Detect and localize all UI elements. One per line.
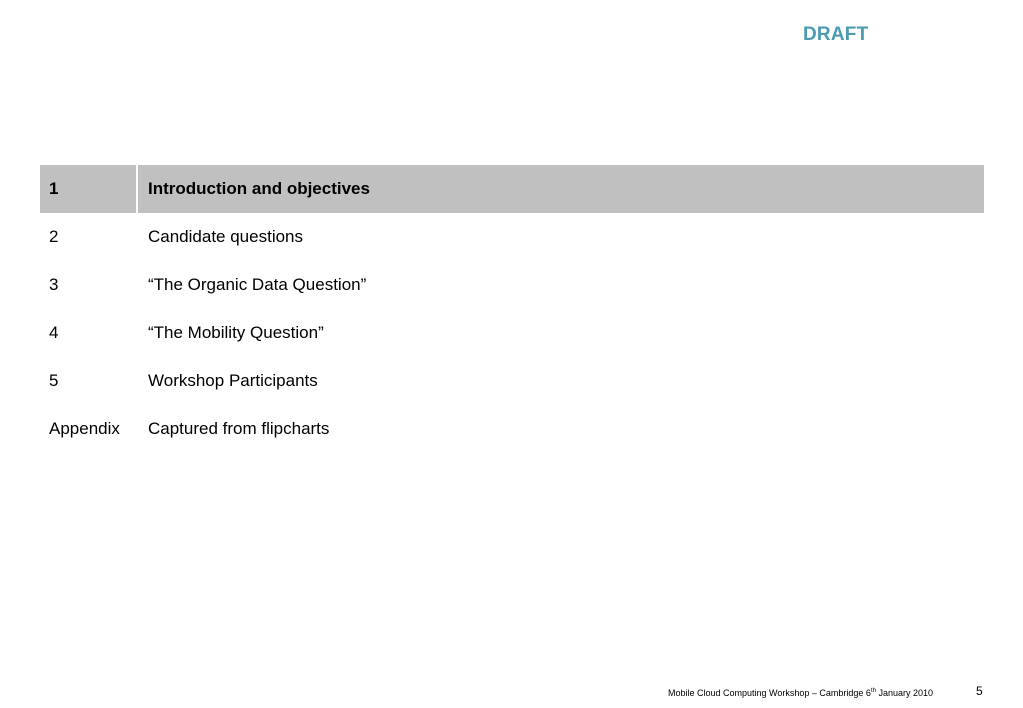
- agenda-row-3: [40, 261, 984, 309]
- agenda-number: Appendix: [49, 419, 120, 438]
- agenda-row-1: [40, 165, 984, 213]
- agenda-title: Candidate questions: [148, 227, 304, 246]
- agenda-table: [40, 165, 984, 453]
- agenda-row-5: [40, 357, 984, 405]
- agenda-number: 4: [49, 323, 59, 342]
- agenda-title: Workshop Participants: [148, 371, 318, 390]
- agenda-number: 1: [40, 165, 138, 213]
- footer-text-after: January 2010: [875, 688, 933, 698]
- footer-superscript: th: [870, 688, 876, 694]
- agenda-row-4: [40, 309, 984, 357]
- footer-caption: [668, 688, 933, 698]
- draft-label: DRAFT: [803, 24, 869, 45]
- agenda-title: “The Mobility Question”: [148, 323, 324, 342]
- agenda-row-appendix: [40, 405, 984, 453]
- agenda-title: “The Organic Data Question”: [148, 275, 367, 294]
- agenda-title: Captured from flipcharts: [148, 419, 330, 438]
- agenda-number: 3: [49, 275, 59, 294]
- agenda-number: 2: [49, 227, 59, 246]
- footer-text-before: Mobile Cloud Computing Workshop – Cambridge 6: [668, 688, 871, 698]
- agenda-row-2: [40, 213, 984, 261]
- page-number: 5: [976, 684, 983, 698]
- agenda-title: Introduction and objectives: [148, 179, 370, 198]
- agenda-number: 5: [49, 371, 59, 390]
